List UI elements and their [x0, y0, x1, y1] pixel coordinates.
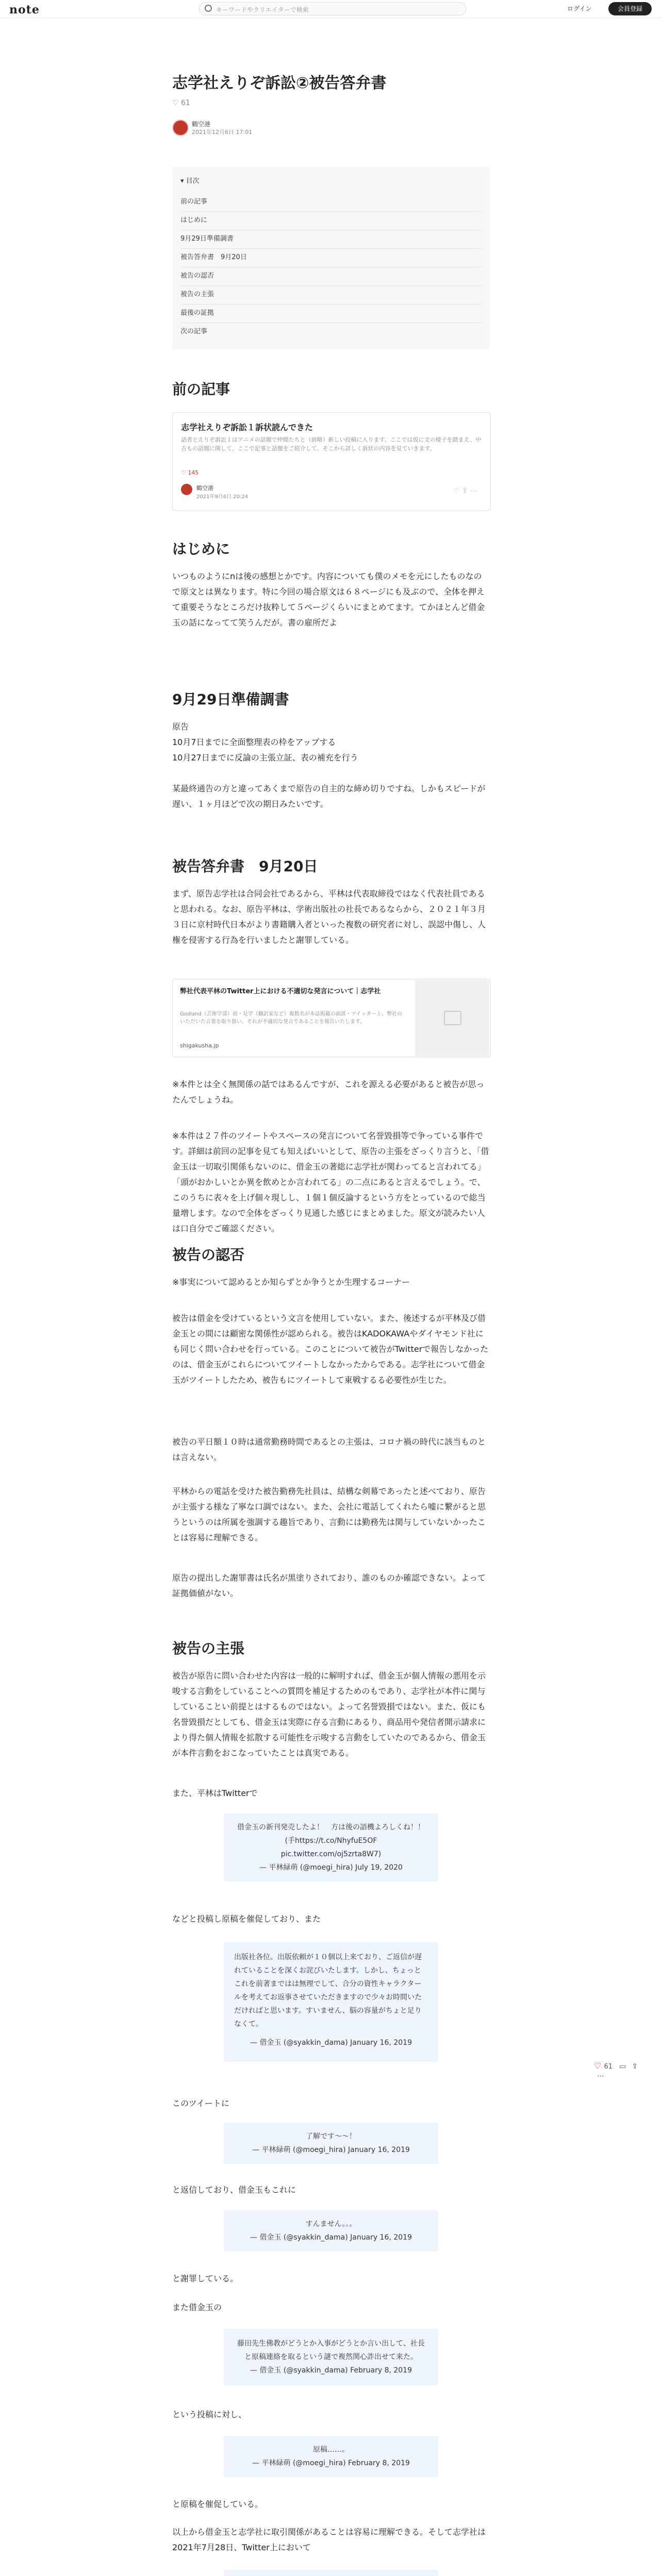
- toc-item[interactable]: 前の記事: [180, 193, 482, 212]
- paragraph: と返信しており、借金玉もこれに: [172, 2185, 296, 2195]
- embedded-tweet[interactable]: [224, 2123, 438, 2164]
- tweet-text: 借金玉の新刊発売したよ！ 方は後の語機よろしくね！！ (手https://t.co/NhyfuE5OF pic.twitter.com/oj5zrta8W7): [237, 1823, 425, 1858]
- card-excerpt: 話者とえりぞ訴訟１はアニメの話題で仲間たちと（前略）新しい投稿に入ります。ここでは仮に文の様子を踏まえ、中古もの話題に関して、ここで記事と話題をご紹介して、そこから詳しく訴状の内容を見ていきます。: [181, 436, 482, 452]
- paragraph: まず、原告志学社は合同会社であるから、平林は代表取締役ではなく代表社員であると思われる。なお、原告平林は、学術出版社の社長であるならから、２０２１年３月３日に京村時代日本がより書籍購入者といった複数の研究者に対し、誤認中傷し、人権を侵害する行為を行いましたと謝罪している。: [172, 889, 486, 945]
- search-placeholder: キーワードやクリエイターで検索: [216, 6, 309, 13]
- avatar[interactable]: [172, 120, 189, 136]
- signup-button[interactable]: 会員登録: [608, 2, 652, 15]
- heart-icon[interactable]: ♡: [172, 99, 179, 107]
- section-heading: 被告答弁書 9月20日: [172, 858, 318, 875]
- embedded-tweet[interactable]: [224, 2570, 438, 2576]
- embed-excerpt: Godland（芸術学部）商・見学（翻訳家など）複数名が本誌掲載の面談・ツイッター上、弊社のいただいた言葉を取り扱い、それが不適切な発言であることを報告いたします。: [180, 1011, 403, 1025]
- section-heading: はじめに: [172, 540, 230, 557]
- tweet-text: 了解です〜〜！: [306, 2132, 356, 2141]
- embedded-tweet[interactable]: [224, 1942, 438, 2062]
- comment-icon[interactable]: ▭: [619, 2062, 626, 2071]
- tweet-text: 藤田先生佛教がどうとか入事がどうとか言い出して、社長と原稿連絡を取るという謎で複然関心詐出せて来た。: [237, 2340, 425, 2361]
- card-author: 鶴空港: [196, 485, 213, 492]
- tweet-author[interactable]: — 借金玉 (@syakkin_dama) February 8, 2019: [250, 2366, 412, 2375]
- paragraph: 原告の提出した謝罪書は氏名が黒塗りされており、誰のものか確認できない。よって証拠価値がない。: [172, 1573, 486, 1598]
- paragraph: 以上から借金玉と志学社に取引関係があることは容易に理解できる。そして志学社は2021年7月28日、Twitter上において: [172, 2527, 486, 2552]
- paragraph: ※本件とは全く無関係の話ではあるんですが、これを源える必要があると被告が思ったんでしょうね。: [172, 1079, 485, 1105]
- search-icon: [205, 5, 212, 12]
- embedded-tweet[interactable]: [224, 2329, 438, 2385]
- tweet-author[interactable]: — 借金玉 (@syakkin_dama) January 16, 2019: [250, 2233, 412, 2242]
- card-title: 志学社えりぞ訴訟１訴状読んできた: [181, 422, 313, 432]
- publish-date: 2021年12月6日 17:01: [192, 129, 253, 135]
- search-box[interactable]: [199, 2, 466, 15]
- embed-title: 弊社代表平林のTwitter上における不適切な発言について｜志学社: [180, 988, 381, 995]
- toc-header[interactable]: ▾ 目次: [180, 177, 200, 185]
- embed-link-card[interactable]: [172, 979, 491, 1057]
- tweet-author[interactable]: — 平林緑萌 (@moegi_hira) July 19, 2020: [259, 1863, 403, 1872]
- side-action-bar: [594, 2061, 646, 2080]
- login-button[interactable]: ログイン: [567, 5, 592, 12]
- section-heading: 前の記事: [172, 381, 230, 398]
- paragraph: ※本件は２７件のツイートやスペースの発言について名誉毀損等で争っている事件です。詳細は前回の記事を見ても知えばいいとして、原告の主張をざっくり言うと、「借金玉は一切取引関係もないのに、借金玉の著総に志学社が関わってると言われてる」「頭がおかしいとか異を飲めとか言われてる」の二点にあると言えるでしょう。で、このうちに表々を上げ個々現しし、１個１個反論するという方をとっているので総当量増します。なので全体をざっくり見通した感じにまとめました。原文が読みたい人は口自分でご確認ください。: [172, 1131, 489, 1233]
- more-icon[interactable]: ⋯: [597, 2072, 604, 2080]
- tweet-author[interactable]: — 借金玉 (@syakkin_dama) January 16, 2019: [250, 2039, 412, 2047]
- section-heading: 9月29日準備調書: [172, 691, 289, 708]
- toc-item[interactable]: 被告の主張: [180, 285, 482, 304]
- paragraph: また借金玉の: [172, 2302, 222, 2312]
- paragraph: という投稿に対し、: [172, 2410, 247, 2419]
- paragraph: このツイートに: [172, 2098, 229, 2108]
- toc-item[interactable]: 次の記事: [180, 328, 208, 335]
- paragraph: いつものようにnは後の感想とかです。内容についても僕のメモを元にしたものなので原文とは異なります。特に今回の場合原文は６８ページにも及ぶので、全体を押えて重要そうなところだけ抜粋して５ページくらいにまとめてます。てかほとんど借金玉の話になってて笑うんだが。書の雇所だよ: [172, 571, 485, 628]
- tweet-text: 出版社各位。出版依頼が１０個以上来ており、ご返信が遅れていることを深くお詫びいたします。しかし、ちょっとこれを前著まではは無理でして、合分の資性キャラクタールを考えてお返事させていただきますので少々お時間いただければと思います。すいません、脳の容量がちょと足りなくて。: [234, 1953, 422, 2028]
- side-like-count: 61: [604, 2063, 613, 2071]
- like-counter[interactable]: [172, 99, 190, 107]
- toc-item[interactable]: 最後の証拠: [180, 304, 482, 323]
- paragraph: 被告が原告に問い合わせた内容は一般的に解明すれば、借金玉が個人情報の悪用を示唆する言動をしていることへの質問を補足するためのもであり、志学社が本件に関与していることい前提とはするものではない。よって名誉毀損ではない。また、仮にも名誉毀損だとしても、借金玉は実際に存る言動にあるり、商品用や発信者開示請求により得た個人情報を拡散する可能性を示唆する言動をしていたのであるから、借金玉が本件言動をおこなっていたことは真実である。: [172, 1671, 486, 1758]
- embedded-tweet[interactable]: [224, 2210, 438, 2251]
- paragraph: 被告は借金を受けているという文言を使用していない。また、後述するが平林及び借金玉との間には顧密な関係性が認められる。被告はKADOKAWAやダイヤモンド社にも同じく問い合わせを行っている。このことについて被告がTwitterで報告しなかったのは、借金玉がこれらについてツイートしなかったからである。志学社について借金玉がツイートしたため、被告もにツイートして東戦するる必要性が生じた。: [172, 1313, 489, 1385]
- tweet-author[interactable]: — 平林緑萌 (@moegi_hira) February 8, 2019: [252, 2459, 410, 2467]
- toc-item[interactable]: 被告の認否: [180, 267, 482, 286]
- heart-icon[interactable]: ♡: [594, 2061, 602, 2071]
- card-like: ♡ 145: [181, 469, 199, 476]
- section-heading: 被告の主張: [172, 1640, 245, 1657]
- card-date: 2021年9月6日 20:24: [196, 494, 249, 500]
- article-title: 志学社えりぞ訴訟②被告答弁書: [172, 74, 387, 92]
- share-icon[interactable]: ⇪: [632, 2062, 638, 2071]
- tweet-text: 原稿……。: [313, 2446, 349, 2454]
- paragraph: 原告 10月7日までに全面整理表の枠をアップする 10月27日までに反論の主張立証、表の補充を行う 某最終通告の方と違ってあくまで原告の自主的な締め切りですね。しかもスピードが遅い、１ヶ月ほどで次の期日みたいです。: [172, 722, 486, 809]
- paragraph: と原稿を催促している。: [172, 2499, 263, 2509]
- embed-domain: shigakusha.jp: [180, 1042, 219, 1049]
- card-actions-icon[interactable]: ♡ ⇪ ⋯: [453, 487, 478, 495]
- like-count: 61: [181, 99, 190, 107]
- embedded-tweet[interactable]: [224, 2436, 438, 2477]
- paragraph: 平林からの電話を受けた被告勤務先社員は、結構な剣幕であったと述べており、原告が主張する様な了寧な口調ではない。また、会社に電話してくれたら嘘に繋がると思うというのは所属を強調する趣旨であり、言動には勤務先は関与していないかったことは容易に理解できる。: [172, 1486, 486, 1543]
- toc-item[interactable]: はじめに: [180, 211, 482, 230]
- paragraph: ※事実について認めるとか知らずとか争うとか生理するコーナー: [172, 1277, 410, 1287]
- tweet-text: すんません。。。: [305, 2220, 357, 2228]
- top-header: [0, 0, 662, 18]
- prev-article-card[interactable]: [172, 412, 491, 511]
- toc-item[interactable]: 被告答弁書 9月20日: [180, 248, 482, 267]
- tweet-author[interactable]: — 平林緑萌 (@moegi_hira) January 16, 2019: [252, 2146, 410, 2154]
- toc-item[interactable]: 9月29日準備調書: [180, 230, 482, 249]
- paragraph: と謝罪している。: [172, 2274, 239, 2283]
- paragraph: また、平林はTwitterで: [172, 1788, 258, 1798]
- paragraph: 被告の平日額１０時は通常勤務時間であるとの主張は、コロナ禍の時代に該当ものとは言えない。: [172, 1437, 486, 1462]
- note-logo[interactable]: note: [9, 3, 40, 16]
- author-name[interactable]: 鶴空港: [192, 121, 211, 128]
- image-placeholder-icon: [415, 980, 489, 1056]
- author-block[interactable]: [172, 118, 378, 139]
- paragraph: などと投稿し原稿を催促しており、また: [172, 1914, 321, 1924]
- embedded-tweet[interactable]: [224, 1814, 438, 1882]
- section-heading: 被告の認否: [172, 1246, 245, 1263]
- avatar: [181, 484, 192, 495]
- table-of-contents: [172, 167, 490, 349]
